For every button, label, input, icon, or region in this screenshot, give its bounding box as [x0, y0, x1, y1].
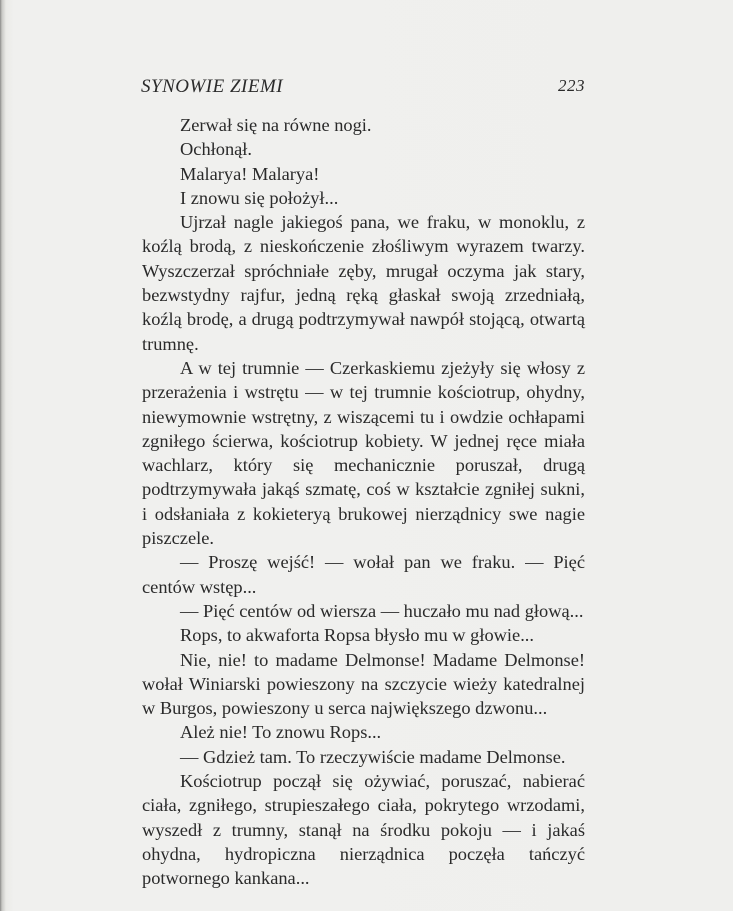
running-title: SYNOWIE ZIEMI: [141, 76, 284, 97]
paragraph: — Gdzież tam. To rzeczywiście madame Delmonse.: [180, 746, 566, 767]
body-text: [142, 113, 585, 891]
paragraph: Rops, to akwaforta Ropsa błysło mu w głowie...: [180, 625, 534, 646]
paragraph: Ochłonął.: [180, 139, 253, 160]
paragraph: I znowu się położył...: [180, 187, 339, 208]
paragraph: Nie, nie! to madame Delmonse! Madame Delmonse! wołał Winiarski powieszony na szczycie wieży katedralnej w Burgos, powieszony u serca największego dzwonu...: [142, 649, 585, 719]
paragraph: Ależ nie! To znowu Rops...: [180, 722, 382, 743]
paragraph: Ujrzał nagle jakiegoś pana, we fraku, w monoklu, z koźlą brodą, z nieskończenie złośliwym wyrazem twarzy. Wyszczerzał spróchniałe zęby, mrugał oczyma jak stary, bezwstydny rajfur, jedną ręką głaskał swoją zrzedniałą, koźlą brodę, a drugą podtrzymywał nawpół stojącą, otwartą trumnę.: [142, 212, 585, 354]
paragraph: Kościotrup począł się ożywiać, poruszać, nabierać ciała, zgniłego, strupieszałego ciała, pokrytego wrzodami, wyszedł z trumny, stanął na środku pokoju — i jakaś ohydna, hydropiczna nierządnica poczęła tańczyć potwornego kankana...: [142, 771, 585, 889]
paragraph: Zerwał się na równe nogi.: [180, 115, 372, 135]
page-number: 223: [558, 76, 585, 95]
paragraph: — Proszę wejść! — wołał pan we fraku. — Pięć centów wstęp...: [142, 552, 585, 597]
paragraph: A w tej trumnie — Czerkaskiemu zjeżyły się włosy z przerażenia i wstrętu — w tej trumnie kościotrup, ohydny, niewymownie wstrętny, z wiszącemi tu i owdzie ochłapami zgniłego ścierwa, kościotrup kobiety. W jednej ręce miała wachlarz, który się mechanicznie poruszał, drugą podtrzymywała jakąś szmatę, coś w kształcie zgniłej sukni, i odsłaniała z kokieteryą brukowej nierządnicy swe nagie piszczele.: [142, 357, 585, 549]
paragraph: Malarya! Malarya!: [180, 163, 320, 184]
paragraph: — Pięć centów od wiersza — huczało mu nad głową...: [180, 600, 584, 621]
